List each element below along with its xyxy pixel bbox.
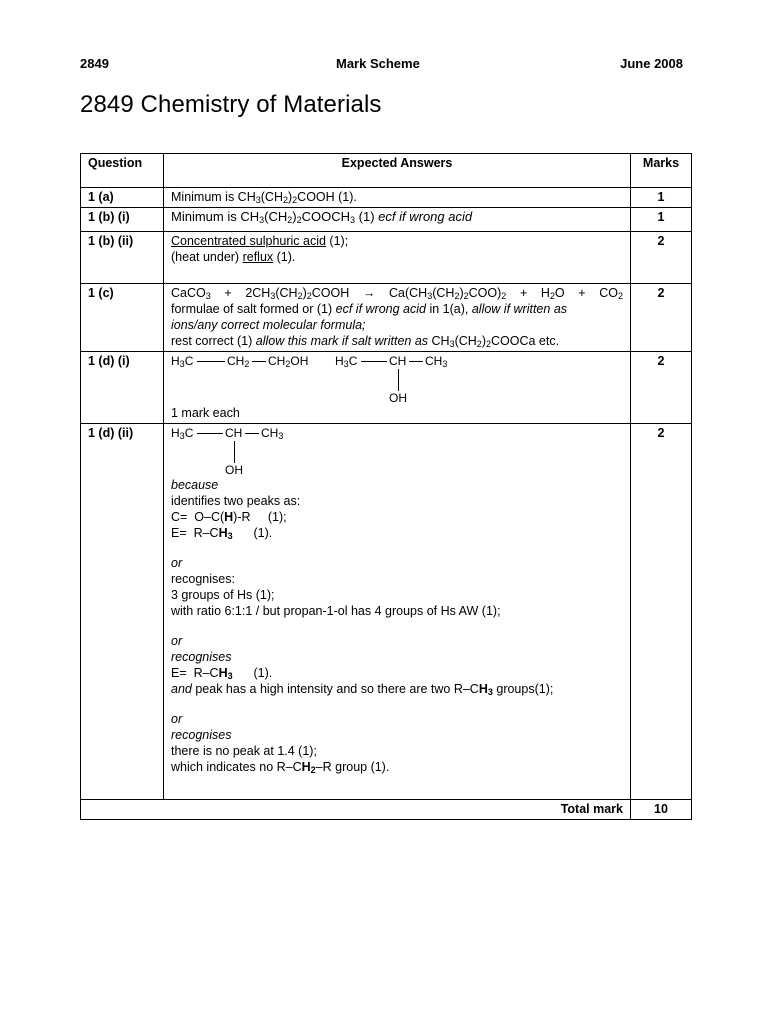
ecf-note: ecf if wrong acid — [378, 209, 473, 224]
answer-text: C= O–C(H)-R (1); — [171, 510, 287, 524]
answer-text: which indicates no R–C — [171, 760, 302, 774]
answer-text: 1 mark each — [171, 406, 240, 420]
answer-text: allow if written as — [471, 302, 568, 316]
and-text: and — [171, 682, 192, 696]
col-question: Question — [81, 154, 164, 188]
header-title: Mark Scheme — [336, 56, 420, 71]
equation: CaCO$_3$ + $2CH_3(CH_2)_2COOH$ → $Ca(CH_3(CH_2)_2COO)_2$ + $H_2O$ + $CO_2$ — [171, 286, 623, 301]
answer-text: Minimum is — [171, 209, 237, 224]
table-row — [81, 424, 692, 800]
table-row — [81, 188, 692, 208]
answer-text: ecf if wrong acid — [335, 302, 426, 316]
col-marks: Marks — [631, 154, 692, 188]
structural-formulae: $H_3C$ $CH_2$ $CH_2OH$ $H_3C$ CH $CH_3$ OH — [171, 354, 448, 405]
total-label: Total mark — [81, 800, 631, 820]
table-row — [81, 232, 692, 284]
answer-text: and peak has a high intensity and so there are two $R-CH_3$ groups(1); — [171, 682, 554, 697]
answer-cell: Minimum is $CH_3(CH_2)_2COOCH_3$ (1) ecf if wrong acid — [164, 208, 631, 232]
answer-text: ions/any correct molecular formula; — [171, 318, 366, 332]
marks-cell: 2 — [631, 424, 692, 800]
question-cell: 1 (b) (i) — [81, 208, 164, 232]
answer-text: recognises — [171, 728, 232, 742]
answer-text: which indicates no $R-CH_2-R$ group (1). — [171, 760, 390, 775]
marks-cell: 2 — [631, 352, 692, 424]
question-cell: 1 (b) (ii) — [81, 232, 164, 284]
col-answers: Expected Answers — [164, 154, 631, 188]
answer-text: 3 groups of Hs (1); — [171, 588, 275, 602]
table-row — [81, 208, 692, 232]
page-title: 2849 Chemistry of Materials — [80, 91, 382, 118]
marks-cell: 1 — [631, 188, 692, 208]
marks-cell: 1 — [631, 208, 692, 232]
answer-text: rest correct (1) — [171, 334, 256, 348]
answer-text: with ratio 6:1:1 / but propan-1-ol has 4 groups of Hs AW (1); — [171, 604, 501, 618]
answer-text: in 1(a), — [425, 302, 472, 316]
marks-cell: 2 — [631, 284, 692, 352]
table-row — [81, 352, 692, 424]
answer-text: or — [171, 556, 183, 570]
answer-text: (heat under) — [171, 250, 243, 264]
total-row — [81, 800, 692, 820]
answer-cell: CaCO$_3$ + $2CH_3(CH_2)_2COOH$ → $Ca(CH_3(CH_2)_2COO)_2$ + $H_2O$ + $CO_2$ formulae of salt formed or (1) ecf if wrong acid in 1(a), allow if written as ions/any correct molecular formula; rest correct (1) allow this mark if salt written as $CH_3(CH_2)_2COOCa$ etc. — [164, 284, 631, 352]
answer-text: allow this mark if salt written as — [255, 334, 429, 348]
answer-text: $E= R-CH_3$ (1). — [171, 526, 273, 541]
answer-text: groups(1); — [492, 682, 554, 696]
table-row — [81, 284, 692, 352]
answer-text: or — [171, 634, 183, 648]
question-cell: 1 (a) — [81, 188, 164, 208]
answer-text: $E= R-CH_3$ (1). — [171, 666, 273, 681]
reflux-text: reflux — [242, 250, 274, 264]
answer-text: there is no peak at 1.4 (1); — [171, 744, 317, 758]
answer-cell — [164, 232, 631, 284]
table-header-row — [81, 154, 692, 188]
answer-text: Minimum is — [171, 190, 235, 204]
total-value: 10 — [631, 800, 692, 820]
mark-scheme-table — [80, 153, 692, 820]
answer-text: (1). — [273, 250, 296, 264]
answer-text: (1); — [325, 234, 349, 248]
header-date: June 2008 — [620, 56, 683, 71]
paper-code: 2849 — [80, 56, 109, 71]
question-cell: 1 (d) (i) — [81, 352, 164, 424]
answer-cell — [164, 352, 631, 424]
answer-text: recognises — [171, 650, 232, 664]
answer-text: peak has a high intensity and so there are two R–C — [191, 682, 479, 696]
question-cell: 1 (d) (ii) — [81, 424, 164, 800]
answer-text: recognises: — [171, 572, 235, 586]
answer-cell — [164, 424, 631, 800]
answer-text: –R group (1). — [315, 760, 390, 774]
answer-text: formulae of salt formed or (1) — [171, 302, 336, 316]
acid-text: Concentrated sulphuric acid — [171, 234, 326, 248]
answer-cell: Minimum is $CH_3(CH_2)_2COOH$ (1). — [164, 188, 631, 208]
structural-formula: $H_3C$ CH $CH_3$ OH — [171, 426, 284, 477]
answer-text: because — [171, 478, 219, 492]
answer-text: or — [171, 712, 183, 726]
question-cell: 1 (c) — [81, 284, 164, 352]
answer-text: identifies two peaks as: — [171, 494, 301, 508]
marks-cell: 2 — [631, 232, 692, 284]
